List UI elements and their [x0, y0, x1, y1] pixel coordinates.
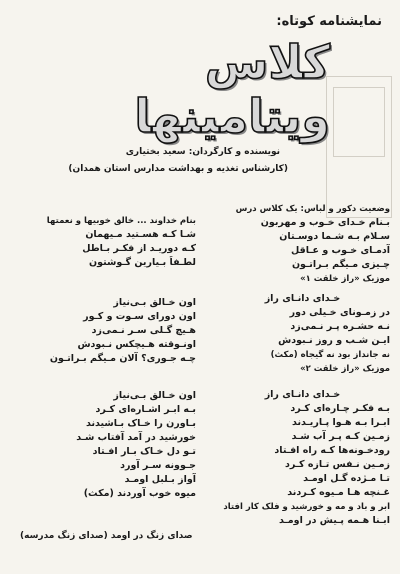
- page-title: کلاس ویتامینها: [60, 35, 330, 143]
- verse-line: شـا کـه هسـتید مـیهمان: [85, 229, 196, 240]
- author-role: (کارشناس تغذیه و بهداشت مدارس استان همدان): [68, 164, 288, 174]
- verse-line: بنام خداوند ... خالق خوبیها و نعمتها: [46, 216, 196, 226]
- verse-line: جـوونه سـر آورد: [120, 460, 196, 471]
- verse-line: بـه فکـر چـاره‌ای کـرد: [290, 403, 390, 414]
- music-cue: موزیک «راز خلقت ۲»: [300, 364, 390, 374]
- verse-line: اون خـالق بـی‌نیاز: [113, 390, 196, 401]
- verse-line: بـه ابـر اشـاره‌ای کـرد: [95, 404, 196, 415]
- verse-line: بـاورن را خـاک بـاشیدند: [85, 418, 196, 429]
- verse-line: نـه حشـره پـر نـمی‌زد: [290, 321, 390, 332]
- stage-direction: وضعیت دکور و لباس: یک کلاس درس: [235, 204, 390, 214]
- left-column-block-1: [18, 214, 196, 270]
- verse-line: غـنچه هـا مـیوه کـردند: [287, 487, 390, 498]
- verse-line: تـا مـژده گـل اومـد: [303, 473, 390, 484]
- verse-line: آدمـای خـوب و عـاقل: [291, 245, 390, 256]
- verse-line: در زمـونای خـیلی دور: [289, 307, 390, 318]
- verse-line: ابر و باد و مه و خورشید و فلک کار افتاد: [223, 502, 390, 512]
- verse-line: هـیچ گـلی سـر نـمی‌زد: [91, 325, 196, 336]
- author-credit: نویسنده و کارگردان: سعید بختیاری: [125, 147, 280, 157]
- left-column-block-2: [18, 296, 196, 366]
- verse-line: خورشید در آمد آفتاب شـد: [76, 432, 196, 443]
- verse-line: کـه دوریـد از فکـر بـاطل: [82, 243, 196, 254]
- verse-line: ابـنا هـمه پـیش در اومـد: [279, 515, 390, 526]
- verse-line: تـو دل خـاک بـار افـتاد: [92, 446, 196, 457]
- verse-line: اون دورای سـوت و کـور: [83, 311, 196, 322]
- music-cue: موزیک «راز خلقت ۱»: [300, 274, 390, 284]
- right-column-block-3: [215, 388, 390, 528]
- verse-line: سـلام بـه شـما دوسـتان: [279, 231, 390, 242]
- verse-line: میوه خوب آوردند (مکث): [83, 488, 196, 499]
- verse-line: زمـین نـفس تـازه کـرد: [284, 459, 390, 470]
- right-column-block-1: [215, 202, 390, 286]
- verse-line: خـدای دانـای راز: [264, 389, 341, 400]
- stage-direction-footer: صدای زنگ در اومد (صدای زنگ مدرسه): [20, 531, 193, 541]
- verse-line: چـه جـوری؟ آلان مـیگم بـراتـون: [49, 353, 196, 364]
- verse-line: بـنام خـدای خـوب و مهربون: [260, 217, 390, 228]
- verse-line: اون خـالق بـی‌نیاز: [113, 297, 196, 308]
- verse-line: زمـین کـه پـر آب شـد: [291, 431, 390, 442]
- verse-line: ایـن شـب و روز نـبودش: [278, 335, 390, 346]
- left-column-block-3: [18, 389, 196, 501]
- verse-line: نه جانداز بود نه گیجاه (مکث): [270, 350, 390, 360]
- verse-line: آواز بـلبل اومـد: [124, 474, 196, 485]
- right-column-block-2: [215, 292, 390, 376]
- verse-line: ابـرا بـه هـوا پـاریـدند: [292, 417, 390, 428]
- verse-line: اونـوقته هـیچکس نـبودش: [77, 339, 196, 350]
- verse-line: رودخـونه‌ها کـه راه افـتاد: [274, 445, 390, 456]
- document-label: نمایشنامه کوتاه:: [276, 14, 382, 29]
- verse-line: لطـفاً بـیارین گـوشتون: [89, 257, 196, 268]
- verse-line: خـدای دانـای راز: [264, 293, 341, 304]
- title-block: [60, 35, 330, 143]
- verse-line: چـیزی مـیگم بـراتـون: [291, 259, 390, 270]
- background-decoration: [326, 76, 392, 218]
